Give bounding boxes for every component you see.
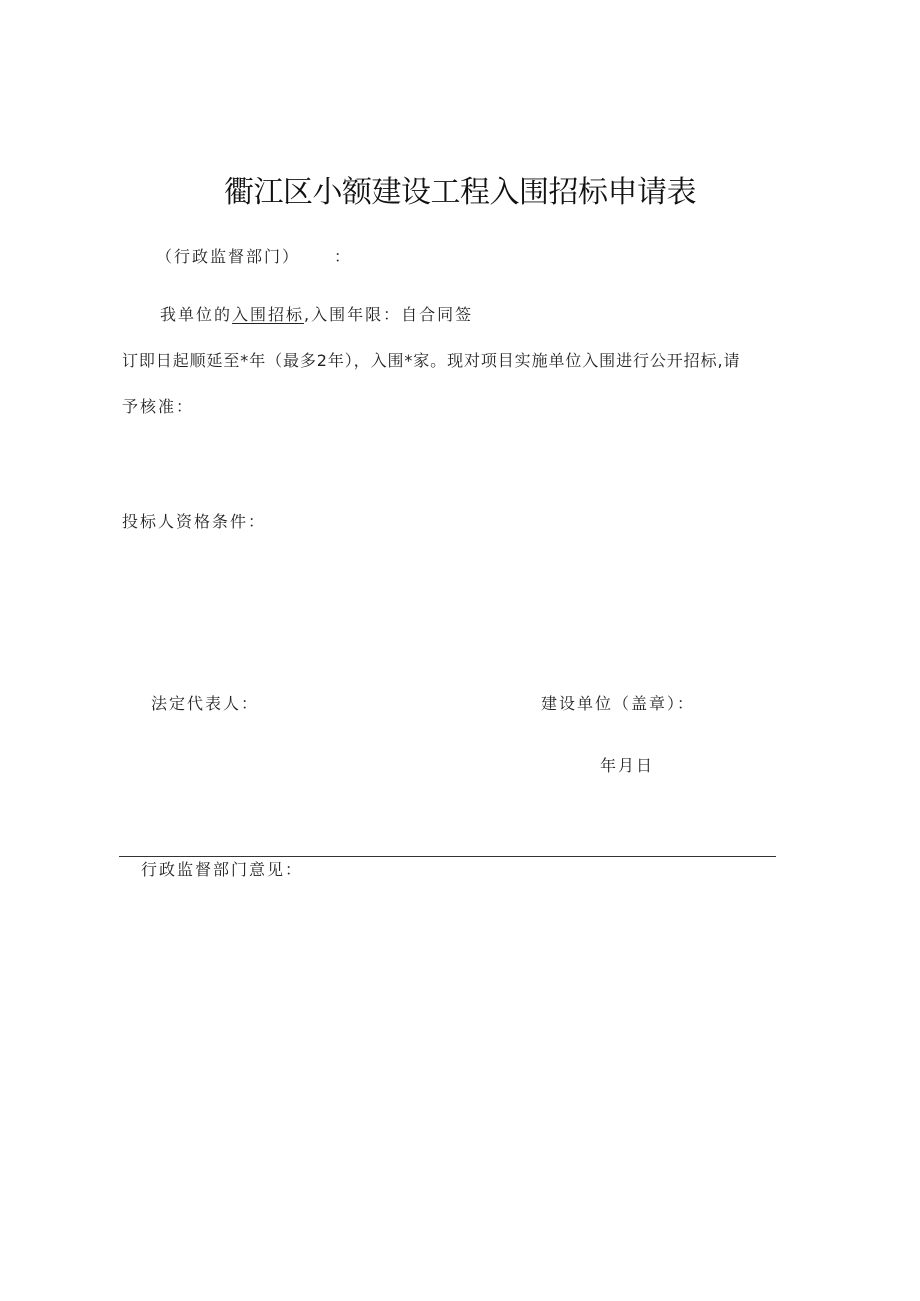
- page-title: 衢江区小额建设工程入围招标申请表: [224, 175, 696, 210]
- paragraph-line-1-prefix: 我单位的: [160, 305, 233, 324]
- addressee-dept: （行政监督部门）: [156, 247, 301, 266]
- qualification-label: 投标人资格条件：: [122, 512, 267, 531]
- paragraph-line-3: 予核准：: [122, 397, 195, 416]
- paragraph-line-2: 订即日起顺延至*年（最多2年），入围*家。现对项目实施单位入围进行公开招标,请: [122, 351, 741, 370]
- opinion-label: 行政监督部门意见：: [141, 860, 304, 879]
- date-label: 年月日: [600, 756, 655, 775]
- paragraph-line-1: [160, 307, 473, 323]
- construction-unit-seal-label: 建设单位（盖章）：: [541, 694, 696, 713]
- paragraph-line-1-suffix: ,入围年限：自合同签: [304, 305, 474, 324]
- section-divider: [119, 856, 776, 857]
- addressee-colon: ：: [334, 247, 353, 266]
- paragraph-line-1-underlined: 入围招标: [232, 305, 305, 324]
- legal-representative-label: 法定代表人：: [151, 694, 260, 713]
